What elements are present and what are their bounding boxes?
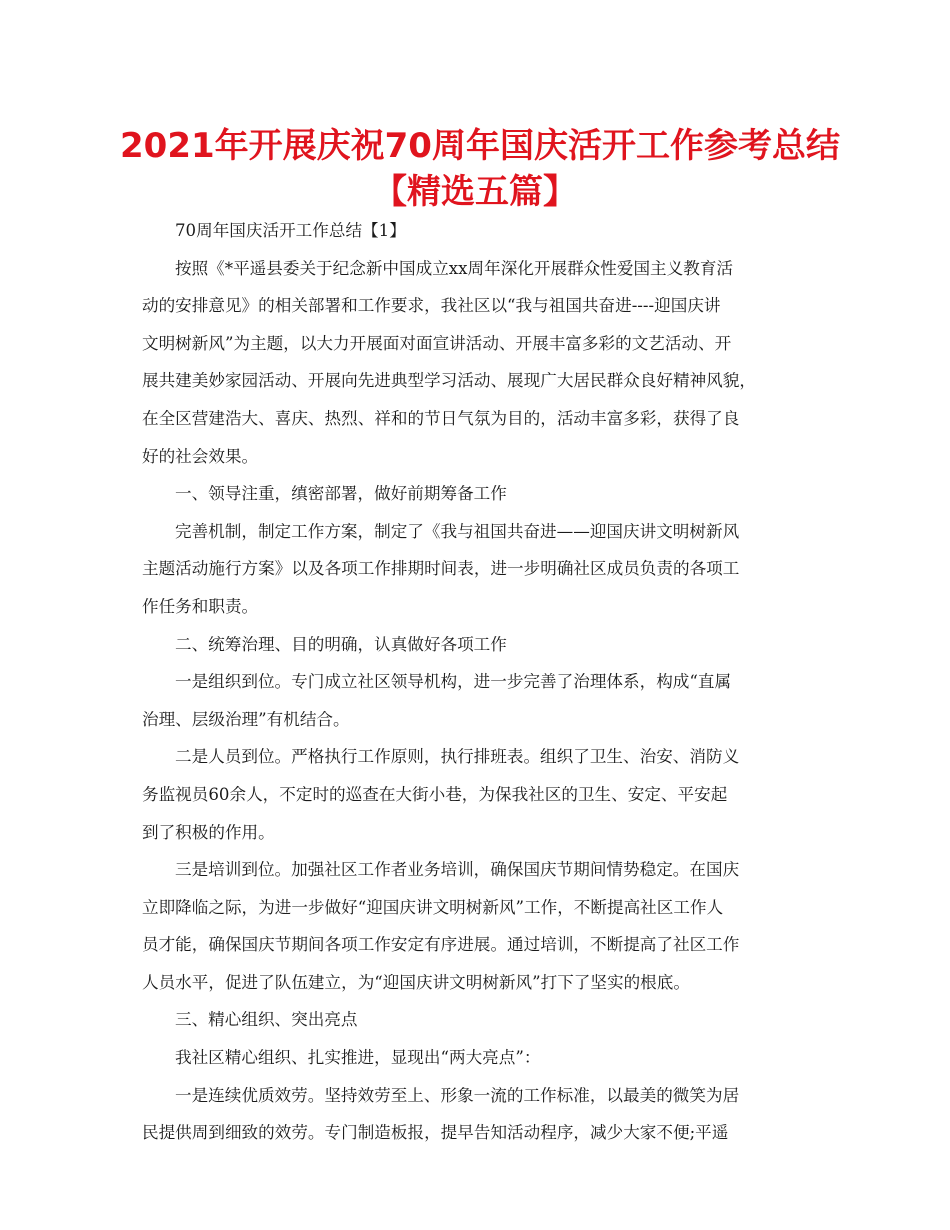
text-line: 在全区营建浩大、喜庆、热烈、祥和的节日气氛为目的，活动丰富多彩，获得了良: [142, 408, 740, 428]
text-line: 作任务和职责。: [142, 596, 259, 616]
text-line: 人员水平，促进了队伍建立，为“迎国庆讲文明树新风”打下了坚实的根底。: [142, 972, 690, 992]
text-line: 一是组织到位。专门成立社区领导机构，进一步完善了治理体系，构成“直属: [175, 672, 732, 692]
text-line: 三、精心组织、突出亮点: [175, 1010, 358, 1030]
text-line: 立即降临之际，为进一步做好“迎国庆讲文明树新风”工作，不断提高社区工作人: [142, 897, 724, 917]
text-line: 展共建美妙家园活动、开展向先进典型学习活动、展现广大居民群众良好精神风貌，: [142, 371, 756, 391]
text-line: 务监视员60余人，不定时的巡查在大街小巷，为保我社区的卫生、安定、平安起: [142, 784, 728, 804]
text-line: 主题活动施行方案》以及各项工作排期时间表，进一步明确社区成员负责的各项工: [142, 559, 740, 579]
text-line: 一是连续优质效劳。坚持效劳至上、形象一流的工作标准，以最美的微笑为居: [175, 1085, 740, 1105]
text-line: 二是人员到位。严格执行工作原则，执行排班表。组织了卫生、治安、消防义: [175, 747, 740, 767]
text-line: 到了积极的作用。: [142, 822, 275, 842]
text-line: 三是培训到位。加强社区工作者业务培训，确保国庆节期间情势稳定。在国庆: [175, 860, 740, 880]
text-line: 治理、层级治理”有机结合。: [142, 709, 350, 729]
text-line: 好的社会效果。: [142, 446, 259, 466]
text-line: 70周年国庆活开工作总结【1】: [175, 221, 406, 240]
document-subtitle: 【精选五篇】: [373, 172, 577, 212]
text-line: 我社区精心组织、扎实推进，显现出“两大亮点”：: [175, 1048, 541, 1068]
text-line: 文明树新风”为主题，以大力开展面对面宣讲活动、开展丰富多彩的文艺活动、开: [142, 333, 732, 353]
text-line: 完善机制，制定工作方案，制定了《我与祖国共奋进——迎国庆讲文明树新风: [175, 521, 740, 541]
text-line: 二、统筹治理、目的明确，认真做好各项工作: [175, 634, 507, 654]
document-title: 2021年开展庆祝70周年国庆活开工作参考总结: [120, 126, 840, 166]
text-line: 民提供周到细致的效劳。专门制造板报，提早告知活动程序，减少大家不便;平遥: [142, 1123, 729, 1143]
text-line: 动的安排意见》的相关部署和工作要求，我社区以“我与祖国共奋进----迎国庆讲: [142, 296, 721, 316]
text-line: 按照《*平遥县委关于纪念新中国成立xx周年深化开展群众性爱国主义教育活: [175, 258, 734, 278]
text-line: 员才能，确保国庆节期间各项工作安定有序进展。通过培训，不断提高了社区工作: [142, 935, 740, 955]
document-body: [142, 212, 822, 1152]
text-line: 一、领导注重，缜密部署，做好前期筹备工作: [175, 484, 507, 504]
